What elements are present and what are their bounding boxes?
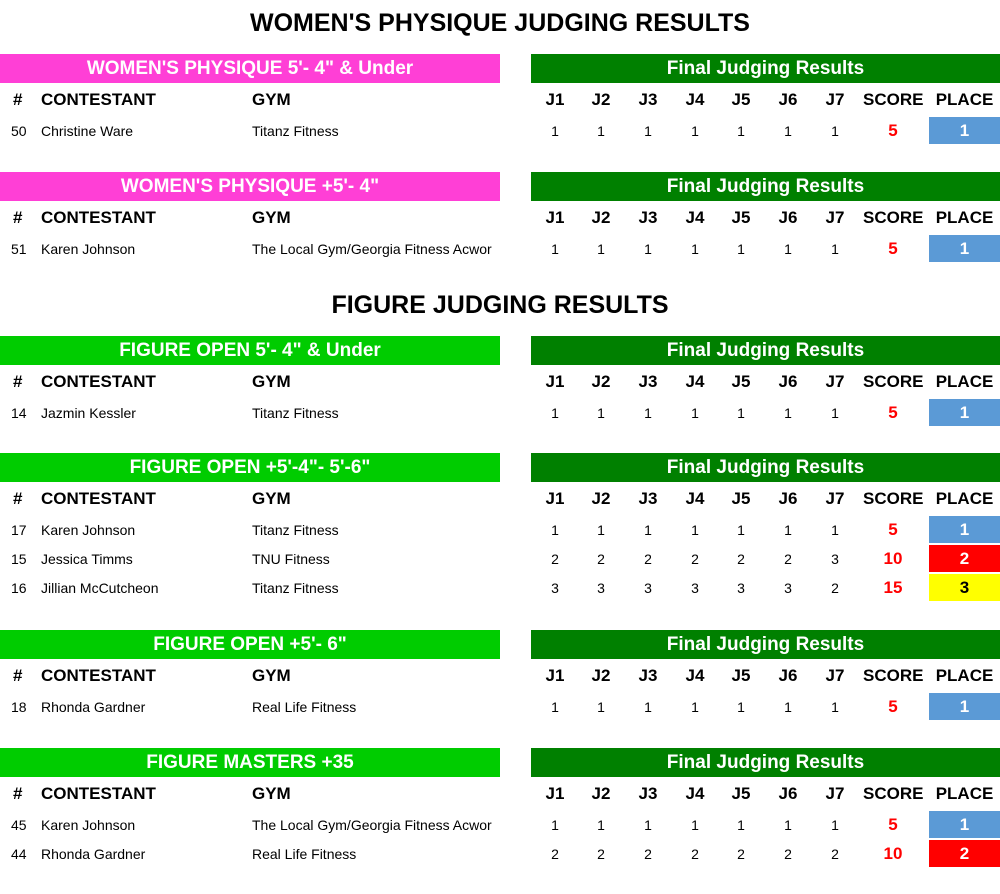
- total-score: 10: [883, 844, 903, 863]
- judge-score: 2: [597, 846, 605, 862]
- contestant-number: 50: [11, 123, 27, 139]
- judge-score: 1: [737, 817, 745, 833]
- judge-score: 1: [831, 123, 839, 139]
- contestant-name: Jessica Timms: [41, 551, 133, 567]
- judge-score: 1: [551, 123, 559, 139]
- column-header-judge: J6: [778, 208, 798, 227]
- gym-name: Titanz Fitness: [252, 405, 339, 421]
- place-badge: 1: [929, 693, 1000, 720]
- judge-score: 1: [597, 817, 605, 833]
- column-header-judge: J5: [731, 489, 751, 508]
- column-header-score: SCORE: [863, 666, 924, 685]
- column-header-judge: J3: [638, 208, 658, 227]
- division-title: FIGURE OPEN 5'- 4" & Under: [0, 336, 500, 365]
- column-header-judge: J4: [685, 372, 705, 391]
- gym-name: Real Life Fitness: [252, 699, 357, 715]
- judge-score: 2: [644, 551, 652, 567]
- column-header-judge: J6: [778, 784, 798, 803]
- final-results-header: Final Judging Results: [531, 172, 1000, 201]
- column-header-judge: J1: [545, 372, 565, 391]
- column-header-number: #: [13, 372, 23, 391]
- column-header-judge: J4: [685, 784, 705, 803]
- final-results-header: Final Judging Results: [531, 453, 1000, 482]
- column-header-number: #: [13, 208, 23, 227]
- column-header-judge: J1: [545, 489, 565, 508]
- column-header-contestant: CONTESTANT: [41, 666, 156, 685]
- column-header-judge: J2: [591, 784, 611, 803]
- column-header-judge: J7: [825, 208, 845, 227]
- column-header-contestant: CONTESTANT: [41, 489, 156, 508]
- judge-score: 2: [784, 551, 792, 567]
- column-header-judge: J7: [825, 90, 845, 109]
- total-score: 5: [888, 815, 898, 834]
- column-header-judge: J2: [591, 666, 611, 685]
- division-title: FIGURE MASTERS +35: [0, 748, 500, 777]
- judge-score: 3: [644, 580, 652, 596]
- judge-score: 1: [597, 123, 605, 139]
- judge-score: 2: [551, 551, 559, 567]
- judge-score: 1: [831, 241, 839, 257]
- judge-score: 2: [737, 551, 745, 567]
- column-header-place: PLACE: [935, 90, 994, 109]
- division-title: FIGURE OPEN +5'- 6": [0, 630, 500, 659]
- column-header-contestant: CONTESTANT: [41, 372, 156, 391]
- column-header-place: PLACE: [935, 372, 994, 391]
- total-score: 5: [888, 121, 898, 140]
- judge-score: 1: [597, 522, 605, 538]
- column-header-score: SCORE: [863, 90, 924, 109]
- judge-score: 1: [691, 699, 699, 715]
- column-header-gym: GYM: [252, 666, 291, 685]
- contestant-number: 17: [11, 522, 27, 538]
- judge-score: 1: [644, 123, 652, 139]
- gym-name: TNU Fitness: [252, 551, 330, 567]
- column-header-judge: J4: [685, 666, 705, 685]
- column-header-gym: GYM: [252, 90, 291, 109]
- final-results-header: Final Judging Results: [531, 336, 1000, 365]
- judge-score: 1: [644, 405, 652, 421]
- column-header-judge: J3: [638, 666, 658, 685]
- contestant-name: Rhonda Gardner: [41, 699, 146, 715]
- gym-name: Titanz Fitness: [252, 123, 339, 139]
- judge-score: 1: [644, 522, 652, 538]
- gym-name: The Local Gym/Georgia Fitness Acwor: [252, 241, 492, 257]
- total-score: 5: [888, 403, 898, 422]
- contestant-name: Karen Johnson: [41, 522, 136, 538]
- column-header-judge: J2: [591, 208, 611, 227]
- place-badge: 1: [929, 811, 1000, 838]
- judge-score: 2: [831, 580, 839, 596]
- column-header-gym: GYM: [252, 489, 291, 508]
- gym-name: Titanz Fitness: [252, 580, 339, 596]
- total-score: 5: [888, 520, 898, 539]
- contestant-name: Jazmin Kessler: [41, 405, 136, 421]
- gym-name: Real Life Fitness: [252, 846, 357, 862]
- judge-score: 3: [551, 580, 559, 596]
- judge-score: 1: [551, 817, 559, 833]
- total-score: 10: [883, 549, 903, 568]
- column-header-judge: J4: [685, 208, 705, 227]
- judge-score: 2: [597, 551, 605, 567]
- judge-score: 1: [737, 405, 745, 421]
- column-header-judge: J7: [825, 666, 845, 685]
- column-header-judge: J3: [638, 372, 658, 391]
- column-header-gym: GYM: [252, 208, 291, 227]
- place-badge: 2: [929, 545, 1000, 572]
- judge-score: 3: [737, 580, 745, 596]
- judge-score: 1: [784, 241, 792, 257]
- judge-score: 1: [644, 817, 652, 833]
- judge-score: 1: [551, 241, 559, 257]
- contestant-number: 15: [11, 551, 27, 567]
- column-header-gym: GYM: [252, 372, 291, 391]
- column-header-judge: J5: [731, 372, 751, 391]
- section-title: FIGURE JUDGING RESULTS: [331, 291, 669, 319]
- judge-score: 1: [597, 241, 605, 257]
- column-header-contestant: CONTESTANT: [41, 208, 156, 227]
- column-header-judge: J1: [545, 208, 565, 227]
- judge-score: 1: [691, 123, 699, 139]
- column-header-judge: J6: [778, 90, 798, 109]
- column-header-contestant: CONTESTANT: [41, 784, 156, 803]
- judge-score: 1: [737, 123, 745, 139]
- column-header-number: #: [13, 489, 23, 508]
- judge-score: 1: [784, 817, 792, 833]
- column-header-judge: J5: [731, 666, 751, 685]
- contestant-name: Karen Johnson: [41, 241, 136, 257]
- judge-score: 1: [597, 405, 605, 421]
- column-header-contestant: CONTESTANT: [41, 90, 156, 109]
- column-header-place: PLACE: [935, 208, 994, 227]
- judge-score: 2: [831, 846, 839, 862]
- contestant-name: Jillian McCutcheon: [41, 580, 159, 596]
- column-header-judge: J5: [731, 90, 751, 109]
- judge-score: 2: [691, 846, 699, 862]
- judge-score: 1: [691, 241, 699, 257]
- column-header-place: PLACE: [935, 666, 994, 685]
- judge-score: 1: [551, 699, 559, 715]
- final-results-header: Final Judging Results: [531, 54, 1000, 83]
- column-header-judge: J5: [731, 784, 751, 803]
- final-results-header: Final Judging Results: [531, 748, 1000, 777]
- column-header-judge: J3: [638, 489, 658, 508]
- gym-name: The Local Gym/Georgia Fitness Acwor: [252, 817, 492, 833]
- contestant-number: 18: [11, 699, 27, 715]
- column-header-judge: J1: [545, 90, 565, 109]
- contestant-name: Christine Ware: [41, 123, 134, 139]
- judge-score: 2: [691, 551, 699, 567]
- column-header-number: #: [13, 784, 23, 803]
- column-header-judge: J2: [591, 489, 611, 508]
- section-title: WOMEN'S PHYSIQUE JUDGING RESULTS: [250, 9, 750, 37]
- contestant-name: Karen Johnson: [41, 817, 136, 833]
- column-header-judge: J6: [778, 372, 798, 391]
- judge-score: 1: [831, 405, 839, 421]
- judge-score: 1: [597, 699, 605, 715]
- final-results-header: Final Judging Results: [531, 630, 1000, 659]
- judge-score: 1: [784, 699, 792, 715]
- division-title: WOMEN'S PHYSIQUE 5'- 4" & Under: [0, 54, 500, 83]
- judge-score: 1: [551, 405, 559, 421]
- total-score: 5: [888, 239, 898, 258]
- judge-score: 2: [644, 846, 652, 862]
- column-header-number: #: [13, 90, 23, 109]
- judge-score: 1: [784, 522, 792, 538]
- column-header-judge: J7: [825, 784, 845, 803]
- judge-score: 2: [737, 846, 745, 862]
- column-header-number: #: [13, 666, 23, 685]
- place-badge: 2: [929, 840, 1000, 867]
- column-header-score: SCORE: [863, 489, 924, 508]
- judge-score: 1: [644, 699, 652, 715]
- contestant-number: 14: [11, 405, 27, 421]
- column-header-judge: J7: [825, 372, 845, 391]
- column-header-judge: J6: [778, 666, 798, 685]
- total-score: 5: [888, 697, 898, 716]
- judge-score: 1: [691, 817, 699, 833]
- column-header-place: PLACE: [935, 489, 994, 508]
- column-header-gym: GYM: [252, 784, 291, 803]
- judge-score: 3: [831, 551, 839, 567]
- column-header-judge: J3: [638, 784, 658, 803]
- place-badge: 1: [929, 516, 1000, 543]
- column-header-judge: J3: [638, 90, 658, 109]
- gym-name: Titanz Fitness: [252, 522, 339, 538]
- judge-score: 1: [831, 699, 839, 715]
- judge-score: 1: [691, 405, 699, 421]
- column-header-judge: J1: [545, 666, 565, 685]
- judge-score: 1: [691, 522, 699, 538]
- column-header-score: SCORE: [863, 784, 924, 803]
- judge-score: 1: [831, 522, 839, 538]
- column-header-judge: J4: [685, 489, 705, 508]
- judge-score: 1: [644, 241, 652, 257]
- judge-score: 1: [551, 522, 559, 538]
- judge-score: 1: [737, 522, 745, 538]
- contestant-number: 44: [11, 846, 27, 862]
- judge-score: 3: [691, 580, 699, 596]
- judge-score: 1: [737, 699, 745, 715]
- judge-score: 3: [597, 580, 605, 596]
- total-score: 15: [883, 578, 903, 597]
- judge-score: 1: [737, 241, 745, 257]
- contestant-name: Rhonda Gardner: [41, 846, 146, 862]
- column-header-judge: J5: [731, 208, 751, 227]
- column-header-judge: J7: [825, 489, 845, 508]
- column-header-judge: J2: [591, 90, 611, 109]
- judge-score: 1: [784, 123, 792, 139]
- judge-score: 3: [784, 580, 792, 596]
- column-header-score: SCORE: [863, 372, 924, 391]
- place-badge: 1: [929, 117, 1000, 144]
- division-title: FIGURE OPEN +5'-4"- 5'-6": [0, 453, 500, 482]
- judge-score: 1: [784, 405, 792, 421]
- place-badge: 1: [929, 399, 1000, 426]
- judge-score: 2: [784, 846, 792, 862]
- column-header-score: SCORE: [863, 208, 924, 227]
- judge-score: 2: [551, 846, 559, 862]
- contestant-number: 51: [11, 241, 27, 257]
- division-title: WOMEN'S PHYSIQUE +5'- 4": [0, 172, 500, 201]
- place-badge: 1: [929, 235, 1000, 262]
- contestant-number: 45: [11, 817, 27, 833]
- place-badge: 3: [929, 574, 1000, 601]
- judge-score: 1: [831, 817, 839, 833]
- column-header-place: PLACE: [935, 784, 994, 803]
- column-header-judge: J6: [778, 489, 798, 508]
- column-header-judge: J4: [685, 90, 705, 109]
- contestant-number: 16: [11, 580, 27, 596]
- column-header-judge: J2: [591, 372, 611, 391]
- column-header-judge: J1: [545, 784, 565, 803]
